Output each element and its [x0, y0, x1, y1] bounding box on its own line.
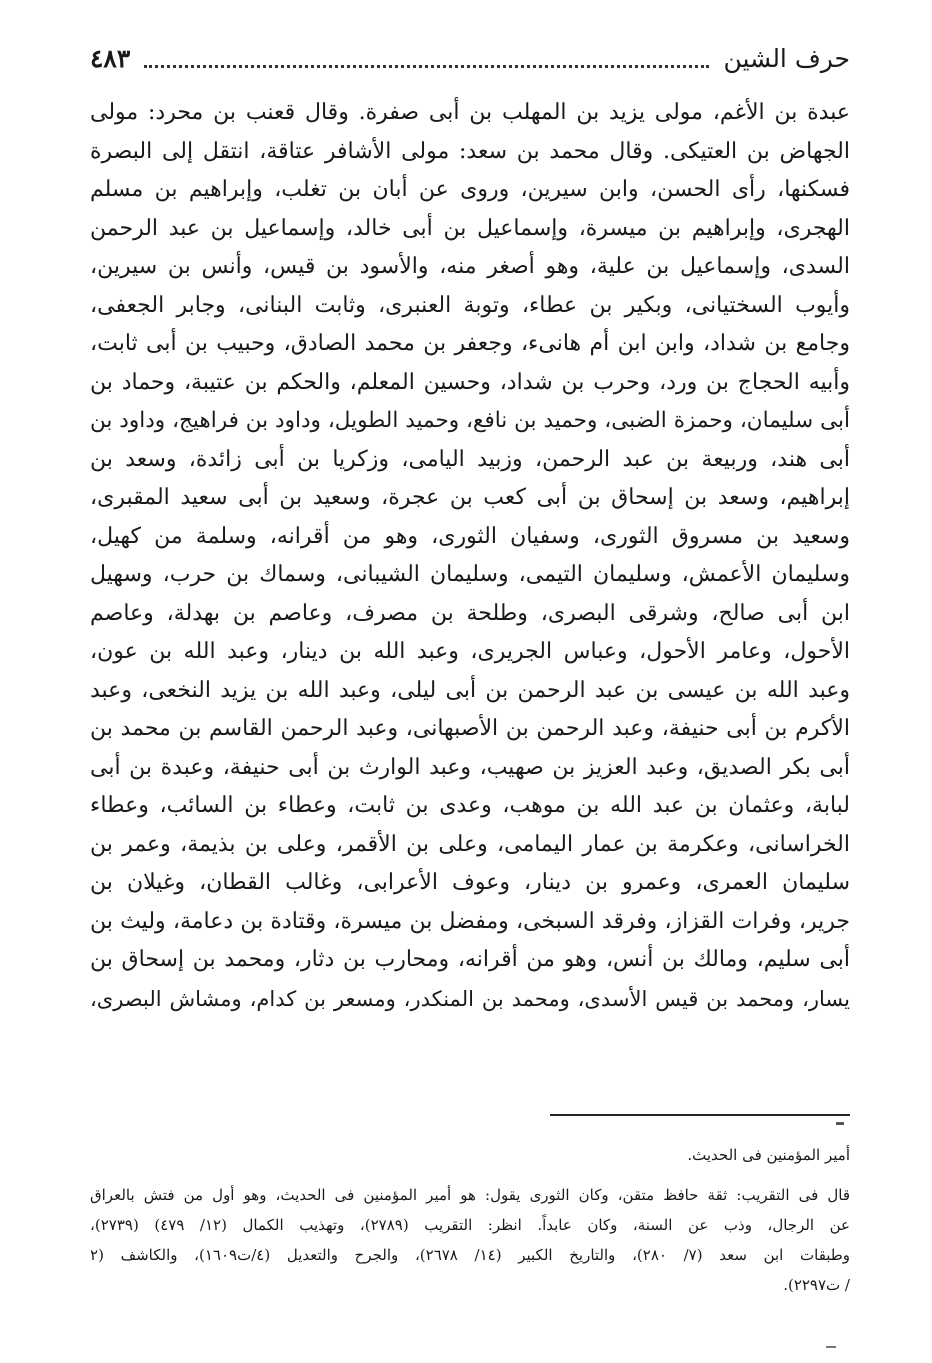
text-line: وأيوب السختيانى، وبكير بن عطاء، وتوبة العنبرى، وثابت البنانى، وجابر الجعفى، — [90, 292, 850, 318]
text-line: ابن أبى صالح، وشرقى البصرى، وطلحة بن مصرف، وعاصم بن بهدلة، وعاصم — [90, 600, 850, 626]
text-line: أبى هند، وربيعة بن عبد الرحمن، وزبيد اليامى، وزكريا بن أبى زائدة، وسعد بن — [90, 446, 850, 472]
page-header — [90, 36, 850, 80]
text-line: فسكنها، رأى الحسن، وابن سيرين، وروى عن أبان بن تغلب، وإبراهيم بن مسلم — [90, 177, 850, 202]
text-line: وجامع بن شداد، وابن ابن أم هانىء، وجعفر بن محمد الصادق، وحبيب بن أبى ثابت، — [90, 331, 850, 356]
text-line: لبابة، وعثمان بن عبد الله بن موهب، وعدى بن ثابت، وعطاء بن السائب، وعطاء — [90, 793, 850, 818]
text-line: أبى سليم، ومالك بن أنس، وهو من أقرانه، ومحارب بن دثار، ومحمد بن إسحاق بن — [90, 947, 850, 972]
text-line: السدى، وإسماعيل بن علية، وهو أصغر منه، والأسود بن قيس، وأنس بن سيرين، — [90, 254, 850, 279]
text-line: وسليمان الأعمش، وسليمان التيمى، وسليمان الشيبانى، وسماك بن حرب، وسهيل — [90, 562, 850, 587]
footnote-line: / ت٢٢٩٧). — [783, 1276, 850, 1294]
scan-mark — [826, 1346, 836, 1348]
text-line: الهجرى، وإبراهيم بن ميسرة، وإسماعيل بن أبى خالد، وإسماعيل بن عبد الرحمن — [90, 215, 850, 241]
footnote-line: وطبقات ابن سعد (٧/ ٢٨٠)، والتاريخ الكبير (١٤/ ٢٦٧٨)، والجرح والتعديل (٤/ت١٦٠٩)، والكاشف (٢ — [90, 1246, 850, 1264]
header-dotted-leader — [144, 65, 709, 68]
chapter-title: حرف الشين — [723, 43, 850, 73]
text-line: أبى سليمان، وحمزة الضبى، وحميد بن نافع، وحميد الطويل، وداود بن فراهيج، وداود بن — [90, 408, 850, 433]
text-line: وسعيد بن مسروق الثورى، وسفيان الثورى، وهو من أقرانه، وسلمة من كهيل، — [90, 523, 850, 549]
scan-mark — [836, 1122, 844, 1125]
text-line: جرير، وفرات القزاز، وفرقد السبخى، ومفضل بن ميسرة، وقتادة بن دعامة، وليث بن — [90, 908, 850, 934]
footnote-line: قال فى التقريب: ثقة حافظ متقن، وكان الثورى يقول: هو أمير المؤمنين فى الحديث، وهو أول من فتش بالعراق — [90, 1186, 850, 1204]
text-line: عبدة بن الأغم، مولى يزيد بن المهلب بن أبى صفرة. وقال قعنب بن محرد: مولى — [90, 100, 850, 125]
text-line: الأحول، وعامر الأحول، وعباس الجريرى، وعبد الله بن دينار، وعبد الله بن عون، — [90, 639, 850, 664]
text-line: وعبد الله بن عيسى بن عبد الرحمن بن أبى ليلى، وعبد الله بن يزيد النخعى، وعبد — [90, 677, 850, 703]
text-line: إبراهيم، وسعد بن إسحاق بن أبى كعب بن عجرة، وسعيد بن أبى سعيد المقبرى، — [90, 485, 850, 510]
footnotes — [90, 1140, 850, 1300]
footnote-line: أمير المؤمنين فى الحديث. — [687, 1146, 850, 1164]
text-line: أبى بكر الصديق، وعبد العزيز بن صهيب، وعبد الوارث بن أبى حنيفة، وعبدة بن أبى — [90, 754, 850, 780]
text-line: الأكرم بن أبى حنيفة، وعبد الرحمن بن الأصبهانى، وعبد الرحمن القاسم بن محمد بن — [90, 716, 850, 741]
footnote-line: عن الرجال، وذب عن السنة، وكان عابداً. انظر: التقريب (٢٧٨٩)، وتهذيب الكمال (١٢/ ٤٧٩) (٢٧٣٩)، — [90, 1216, 850, 1234]
text-line: الجهاض بن العتيكى. وقال محمد بن سعد: مولى الأشافر عتاقة، انتقل إلى البصرة — [90, 138, 850, 164]
text-line: يسار، ومحمد بن قيس الأسدى، ومحمد بن المنكدر، ومسعر بن كدام، ومشاش البصرى، — [90, 986, 850, 1011]
text-line: وأبيه الحجاج بن ورد، وحرب بن شداد، وحسين المعلم، والحكم بن عتيبة، وحماد بن — [90, 369, 850, 395]
main-text — [90, 94, 850, 1018]
text-line: سليمان العمرى، وعمرو بن دينار، وعوف الأعرابى، وغالب القطان، وغيلان بن — [90, 870, 850, 895]
text-line: الخراسانى، وعكرمة بن عمار اليمامى، وعلى بن الأقمر، وعلى بن بذيمة، وعمر بن — [90, 831, 850, 857]
page-number: ٤٨٣ — [90, 43, 131, 73]
footnote-divider — [550, 1114, 850, 1116]
